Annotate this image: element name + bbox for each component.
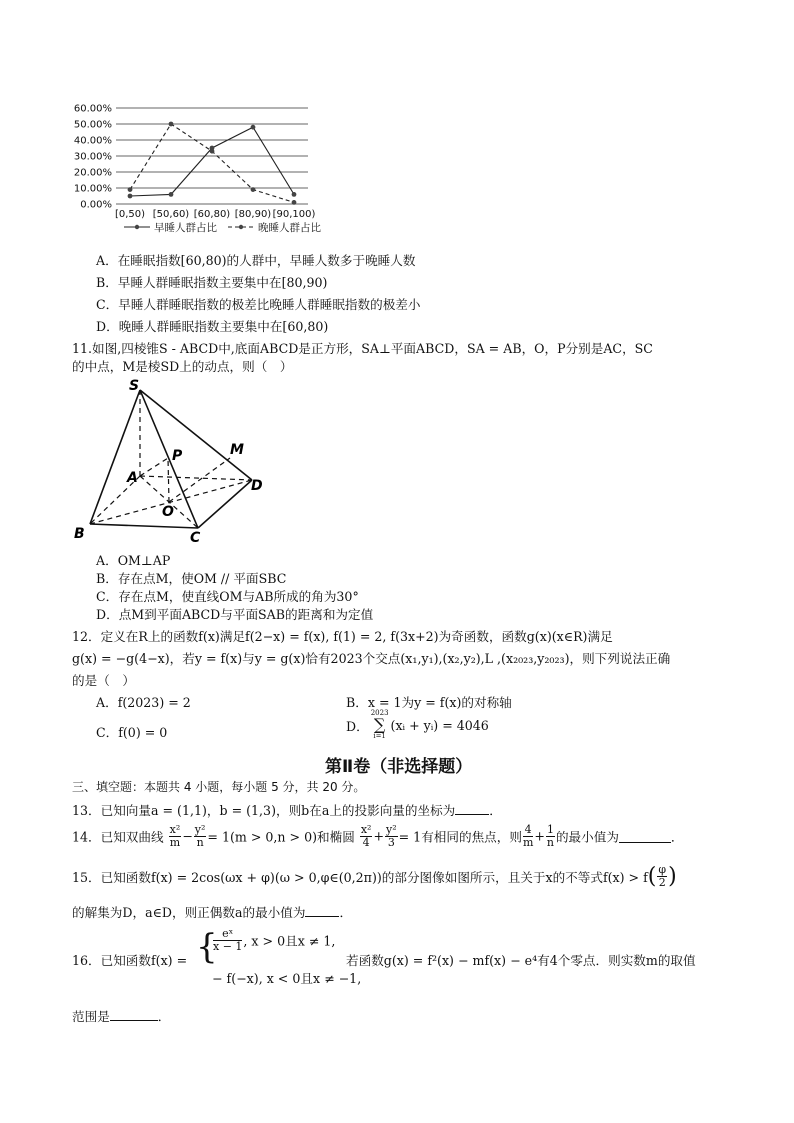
label-D: D (251, 478, 263, 494)
q14-t2: = 1(m > 0,n > 0)和椭圆 (207, 829, 355, 845)
series-0-point (128, 194, 133, 199)
frac-num: x² (360, 823, 372, 836)
q11-stem-line2: 的中点，M是棱SD上的动点，则（ ） (72, 359, 293, 374)
q16-case2: − f(−x), x < 0且x ≠ −1, (212, 971, 362, 986)
q13-end: ． (489, 803, 502, 818)
q15-paren-open: ( (647, 864, 657, 889)
q12-line2: g(x) = −g(4−x)，若y = f(x)与y = g(x)恰有2023个交点(x₁,y₁),(x₂,y₂),L ,(x₂₀₂₃,y₂₀₂₃)，则下列说法正确 (72, 651, 671, 666)
sum-upper: 2023 (370, 709, 389, 717)
summation (371, 710, 389, 740)
q15-line2 (72, 902, 352, 921)
legend-label: 早睡人群占比 (154, 222, 217, 234)
frac-den: m (169, 835, 181, 849)
frac-num: y² (386, 823, 397, 836)
q16-frac-ex-x1 (213, 928, 242, 952)
series-1-point (128, 187, 133, 192)
section3-header: 三、填空题：本题共 4 小题，每小题 5 分，共 20 分。 (72, 780, 366, 794)
q12-option-c: C．f(0) = 0 (96, 725, 168, 740)
series-0-point (251, 125, 256, 130)
label-S: S (129, 378, 140, 394)
q15-end: ． (339, 905, 353, 920)
q13-answer-blank[interactable] (455, 802, 489, 815)
label-B: B (74, 526, 85, 542)
q15-frac-phi-2 (657, 864, 667, 888)
pyramid-figure (70, 376, 270, 546)
y-tick-label: 30.00% (73, 151, 112, 163)
frac-num: 4 (524, 823, 532, 836)
q15-line1-text: 15．已知函数f(x) = 2cos(ωx + φ)(ω > 0,φ∈(0,2π))的部分图像如图所示，且关于x的不等式f(x) > f (72, 870, 648, 885)
q16-t1: 16．已知函数f(x) = (72, 953, 188, 968)
q16-case1 (212, 928, 335, 960)
q15-line1 (72, 864, 677, 900)
q12-option-a: A．f(2023) = 2 (96, 695, 191, 710)
q15-paren-close: ) (668, 864, 677, 889)
sleep-index-line-chart (68, 98, 328, 240)
label-P: P (172, 448, 183, 464)
y-tick-label: 60.00% (73, 103, 112, 115)
q16-end: ． (157, 1009, 171, 1024)
q15-answer-blank[interactable] (305, 904, 339, 917)
y-tick-label: 20.00% (73, 167, 112, 179)
series-1-point (210, 149, 215, 154)
q12-option-d (346, 710, 489, 746)
y-tick-label: 0.00% (80, 199, 112, 211)
q13-text: 13．已知向量a = (1,1)，b = (1,3)，则b在a上的投影向量的坐标为 (72, 803, 456, 818)
y-tick-label: 40.00% (73, 135, 112, 147)
y-tick-label: 50.00% (73, 119, 112, 131)
q11-option-a: A．OM⊥AP (96, 553, 171, 568)
q14-frac-4-m (523, 824, 533, 848)
frac-den: x − 1 (213, 939, 243, 953)
series-1-point (169, 122, 174, 127)
q14-plus2: + (534, 828, 545, 844)
q12-line1: 12．定义在R上的函数f(x)满足f(2−x) = f(x), f(1) = 2, f(3x+2)为奇函数，函数g(x)(x∈R)满足 (72, 629, 613, 644)
q16-case1-rest: , x > 0且x ≠ 1, (243, 933, 336, 949)
q16-t2: 若函数g(x) = f²(x) − mf(x) − e⁴有4个零点．则实数m的取值 (346, 953, 696, 968)
y-tick-label: 10.00% (73, 183, 112, 195)
q15-line2-text: 的解集为D，a∈D，则正偶数a的最小值为 (72, 905, 306, 920)
q14-frac-x2-4 (360, 824, 373, 848)
label-M: M (230, 442, 244, 458)
q14-frac-x2-m (169, 824, 182, 848)
series-line-1 (130, 124, 294, 202)
series-1-point (292, 200, 297, 205)
q14-t1: 14．已知双曲线 (72, 829, 164, 845)
series-1-point (251, 187, 256, 192)
frac-den: 4 (362, 835, 370, 849)
q12-line3: 的是（ ） (72, 673, 135, 688)
frac-num: y² (194, 823, 206, 836)
label-A: A (127, 470, 138, 486)
legend-label: 晚睡人群占比 (258, 222, 321, 234)
frac-den: m (522, 835, 534, 849)
legend-marker (135, 225, 139, 229)
q14-plus: + (373, 828, 384, 844)
q16-brace: { (196, 927, 218, 967)
q11-stem-line1: 11.如图,四棱锥S - ABCD中,底面ABCD是正方形，SA⊥平面ABCD，SA = AB，O，P分别是AC，SC (72, 341, 653, 356)
q14-minus: − (182, 828, 193, 844)
q12-option-b: B．x = 1为y = f(x)的对称轴 (346, 695, 512, 710)
section2-title: 第Ⅱ卷（非选择题） (325, 757, 473, 777)
q14-frac-y2-3 (385, 824, 398, 848)
frac-num: x² (169, 823, 181, 836)
q13 (72, 800, 502, 819)
x-tick-label: [60,80) (193, 209, 231, 220)
series-line-0 (130, 127, 294, 196)
q14-frac-1-n (546, 824, 555, 848)
q14 (72, 824, 684, 860)
frac-den: n (196, 835, 204, 849)
x-tick-label: [80,90) (234, 209, 272, 220)
q10-option-c: C．早睡人群睡眠指数的极差比晚睡人群睡眠指数的极差小 (96, 297, 421, 312)
x-tick-label: [0,50) (114, 209, 146, 220)
q14-t3: = 1有相同的焦点，则 (398, 829, 522, 845)
q16-line2-text: 范围是 (72, 1009, 110, 1024)
x-tick-label: [90,100) (272, 209, 316, 220)
q11-option-d: D．点M到平面ABCD与平面SAB的距离和为定值 (96, 607, 374, 622)
frac-num: 1 (546, 823, 554, 836)
q10-option-a: A．在睡眠指数[60,80)的人群中，早睡人数多于晚睡人数 (96, 253, 416, 268)
series-0-point (169, 192, 174, 197)
frac-den: 3 (387, 835, 395, 849)
label-C: C (190, 530, 201, 546)
sum-lower: i=1 (373, 732, 386, 740)
sum-symbol: ∑ (373, 715, 386, 734)
x-tick-label: [50,60) (152, 209, 190, 220)
q16-answer-blank[interactable] (110, 1008, 158, 1021)
frac-num: φ (658, 863, 667, 877)
series-0-point (292, 192, 297, 197)
q14-answer-blank[interactable] (619, 830, 671, 843)
q12-option-d-prefix: D． (346, 718, 369, 734)
q12-option-d-body: (xᵢ + yᵢ) = 4046 (390, 717, 489, 733)
frac-den: 2 (658, 876, 666, 889)
q14-t4: 的最小值为 (555, 829, 619, 845)
frac-num: eˣ (213, 928, 242, 941)
q10-option-d: D．晚睡人群睡眠指数主要集中在[60,80) (96, 319, 329, 334)
q16-line2 (72, 1006, 170, 1025)
q10-option-b: B．早睡人群睡眠指数主要集中在[80,90) (96, 275, 328, 290)
q11-option-c: C．存在点M，使直线OM与AB所成的角为30° (96, 589, 359, 604)
q11-option-b: B．存在点M，使OM // 平面SBC (96, 571, 287, 586)
q14-frac-y2-n (194, 824, 207, 848)
q14-end: ． (670, 829, 684, 845)
frac-den: n (546, 835, 554, 849)
label-O: O (162, 504, 174, 520)
legend-marker (239, 225, 243, 229)
